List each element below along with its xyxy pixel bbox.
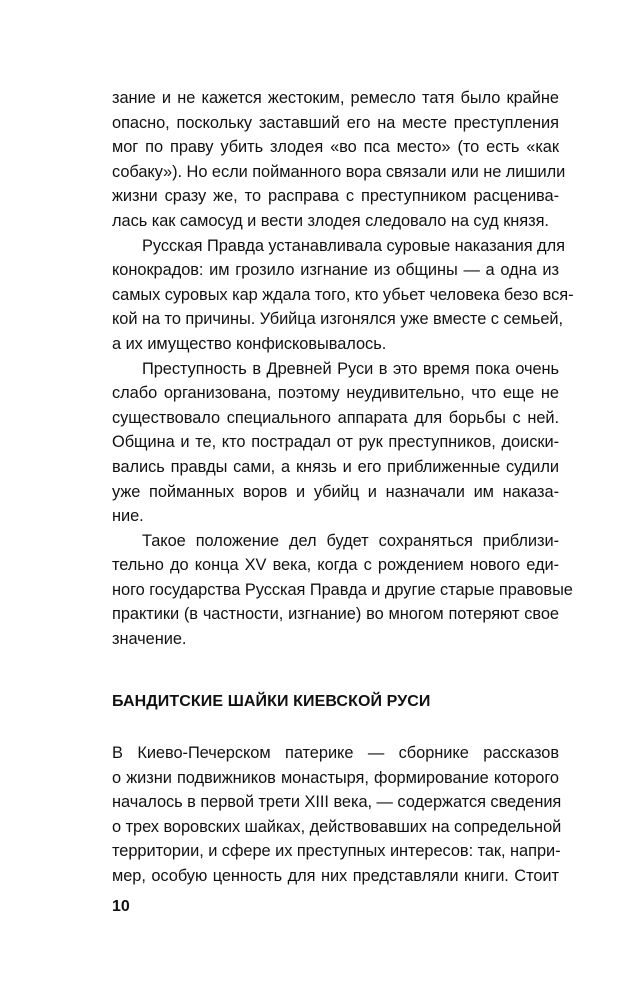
text-line: о трех воровских шайках, действовавших на сопредельной [112, 817, 562, 836]
text-line: вались правды сами, а князь и его приближенные судили [112, 457, 559, 476]
paragraph [112, 234, 574, 357]
text-line: ного государства Русская Правда и другие старые правовые [112, 580, 573, 599]
text-line: самых суровых кар ждала того, кто убьет человека безо вся- [112, 285, 574, 304]
paragraph [112, 741, 562, 889]
text-line: практики (в частности, изгнание) во многом потеряют свое [112, 605, 559, 624]
text-line: а их имущество конфисковывалось. [112, 334, 387, 353]
text-line: Русская Правда устанавливала суровые наказания для [142, 236, 565, 255]
text-line: о жизни подвижников монастыря, формирование которого [112, 768, 559, 787]
text-line: Такое положение дел будет сохраняться приблизи- [142, 531, 559, 550]
section-heading: БАНДИТСКИЕ ШАЙКИ КИЕВСКОЙ РУСИ [112, 693, 431, 710]
text-line: мер, особую ценность для них представляли книги. Стоит [112, 866, 559, 885]
text-line: В Киево-Печерском патерике — сборнике рассказов [112, 744, 559, 762]
text-line: слабо организована, поэтому неудивительно, что еще не [112, 384, 559, 403]
body-text [112, 86, 574, 652]
text-line: опасно, поскольку заставший его на месте преступления [112, 113, 559, 132]
text-line: уже пойманных воров и убийц и назначали им наказа- [112, 482, 559, 501]
text-line: ние. [112, 507, 144, 526]
paragraph [112, 86, 566, 234]
text-line: собаку»). Но если пойманного вора связали или не лишили [112, 162, 566, 181]
paragraph [112, 529, 573, 652]
page-number: 10 [112, 898, 130, 915]
text-line: Преступность в Древней Руси в это время пока очень [142, 359, 559, 378]
text-line: Община и те, кто пострадал от рук преступников, доиски- [112, 433, 559, 452]
text-line: жизни сразу же, то расправа с преступником расценива- [112, 187, 559, 206]
section-body [112, 741, 562, 889]
text-line: мог по праву убить злодея «во пса место» (то есть «как [112, 138, 559, 157]
text-line: существовало специального аппарата для борьбы с ней. [112, 408, 559, 427]
text-line: территории, и сфере их преступных интересов: так, напри- [112, 842, 561, 861]
text-line: зание и не кажется жестоким, ремесло татя было крайне [112, 89, 559, 107]
text-line: лась как самосуд и вести злодея следовало на суд князя. [112, 211, 549, 230]
text-line: значение. [112, 630, 187, 649]
text-line: началось в первой трети XIII века, — содержатся сведения [112, 793, 562, 812]
text-line: конокрадов: им грозило изгнание из общины — а одна из [112, 261, 559, 280]
text-line: кой на то причины. Убийца изгонялся уже вместе с семьей, [112, 310, 564, 329]
paragraph [112, 357, 559, 529]
text-line: тельно до конца XV века, когда с рождением нового еди- [112, 556, 559, 575]
